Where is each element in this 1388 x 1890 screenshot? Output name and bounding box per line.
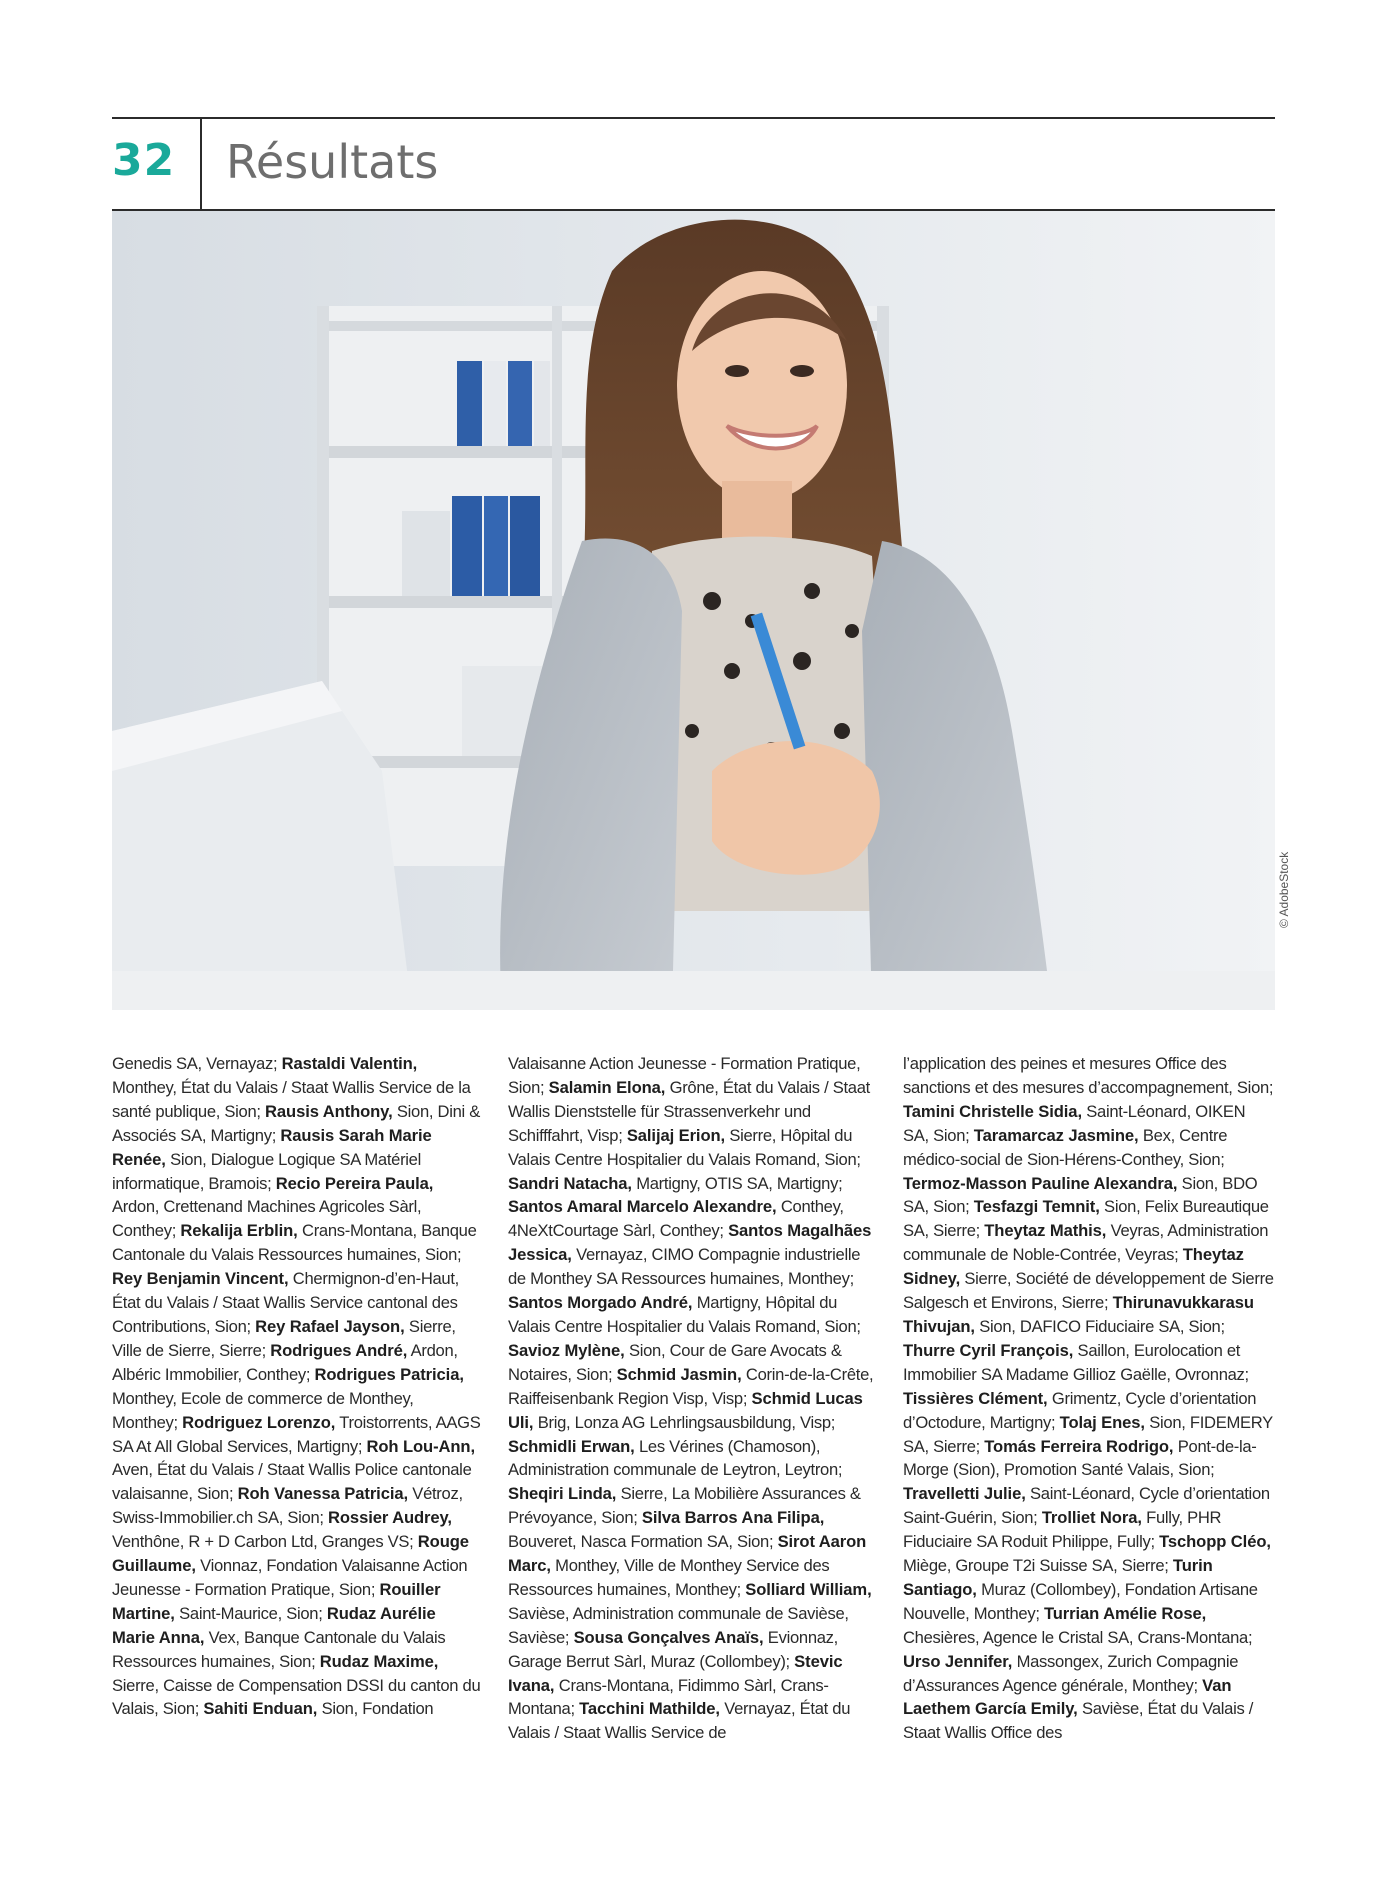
text-column-1	[112, 1052, 482, 1721]
person-name: Rekalija Erblin,	[180, 1221, 298, 1241]
entry-details: Savièse, Administration communale de Savièse, Savièse;	[508, 1603, 849, 1647]
text-column-3	[903, 1052, 1275, 1745]
person-name: Rey Rafael Jayson,	[255, 1316, 405, 1336]
person-name: Roh Lou-Ann,	[366, 1436, 475, 1456]
entry-details: Valaisanne Action Jeunesse - Formation Pratique, Sion;	[508, 1054, 861, 1097]
entry-details: Sierre, Société de développement de Sierre Salgesch et Environs, Sierre;	[903, 1269, 1274, 1313]
person-name: Salamin Elona,	[548, 1077, 666, 1097]
entry-details: Monthey, État du Valais / Staat Wallis Service de la santé publique, Sion;	[112, 1077, 471, 1121]
person-name: Rausis Sarah Marie Renée,	[112, 1125, 432, 1169]
entry-details: Grimentz, Cycle d’orientation d’Octodure, Martigny;	[903, 1388, 1257, 1432]
entry-details: Ardon, Crettenand Machines Agricoles Sàrl, Conthey;	[112, 1197, 422, 1241]
person-name: Rodrigues Patricia,	[314, 1364, 464, 1384]
entry-details: l’application des peines et mesures Office des sanctions et des mesures d’accompagnement, Sion;	[903, 1054, 1274, 1097]
entry-details: Saint-Léonard, Cycle d’orientation Saint-Guérin, Sion;	[903, 1484, 1270, 1528]
entry-details: Grône, État du Valais / Staat Wallis Dienststelle für Strassenverkehr und Schifffahrt, Visp;	[508, 1077, 870, 1145]
entry-details: Bouveret, Nasca Formation SA, Sion;	[508, 1532, 778, 1552]
person-name: Turrian Amélie Rose,	[1043, 1603, 1207, 1623]
entry-details: Vionnaz, Fondation Valaisanne Action Jeunesse - Formation Pratique, Sion;	[112, 1556, 468, 1599]
entry-details: Vétroz, Swiss-Immobilier.ch SA, Sion;	[112, 1484, 463, 1528]
entry-details: Monthey, Ville de Monthey Service des Ressources humaines, Monthey;	[508, 1556, 830, 1599]
entry-details: Venthône, R + D Carbon Ltd, Granges VS;	[112, 1532, 418, 1552]
entry-details: Sierre, Ville de Sierre, Sierre;	[112, 1316, 456, 1360]
entry-details: Bex, Centre médico-social de Sion-Hérens-Conthey, Sion;	[903, 1125, 1228, 1169]
entry-details: Fully, PHR Fiduciaire SA Roduit Philippe, Fully;	[903, 1508, 1222, 1552]
entry-details: Saillon, Eurolocation et Immobilier SA Madame Gillioz Gaëlle, Ovronnaz;	[903, 1340, 1249, 1384]
person-name: Recio Pereira Paula,	[275, 1173, 434, 1193]
entry-details: Veyras, Administration communale de Noble-Contrée, Veyras;	[903, 1221, 1269, 1265]
entry-details: Chesières, Agence le Cristal SA, Crans-Montana;	[903, 1627, 1253, 1647]
person-name: Sandri Natacha,	[508, 1173, 632, 1193]
entry-details: Brig, Lonza AG Lehrlingsausbildung, Visp;	[533, 1412, 836, 1432]
person-name: Rudaz Aurélie Marie Anna,	[112, 1603, 436, 1647]
person-name: Santos Amaral Marcelo Alexandre,	[508, 1197, 777, 1217]
person-name: Sousa Gonçalves Anaïs,	[573, 1627, 764, 1647]
person-name: Rey Benjamin Vincent,	[112, 1269, 289, 1289]
person-name: Theytaz Mathis,	[984, 1221, 1107, 1241]
photo	[112, 211, 1275, 1010]
photo-credit: © AdobeStock	[1277, 851, 1291, 928]
entry-details: Muraz (Collombey), Fondation Artisane Nouvelle, Monthey;	[903, 1579, 1258, 1623]
entry-details: Monthey, Ecole de commerce de Monthey, Monthey;	[112, 1388, 414, 1432]
entry-details: Saint-Maurice, Sion;	[174, 1603, 327, 1623]
entry-details: Sion, Dini & Associés SA, Martigny;	[112, 1101, 481, 1145]
entry-details: Savièse, État du Valais / Staat Wallis Office des	[903, 1699, 1254, 1743]
entry-details: Crans-Montana, Fidimmo Sàrl, Crans-Montana;	[508, 1675, 829, 1719]
person-name: Savioz Mylène,	[508, 1340, 625, 1360]
entry-details: Vex, Banque Cantonale du Valais Ressources humaines, Sion;	[112, 1627, 446, 1671]
person-name: Trolliet Nora,	[1041, 1508, 1142, 1528]
entry-details: Sion, Fondation	[317, 1699, 434, 1719]
person-name: Travelletti Julie,	[903, 1484, 1026, 1504]
person-name: Rouge Guillaume,	[112, 1532, 469, 1576]
person-name: Schmidli Erwan,	[508, 1436, 635, 1456]
person-name: Taramarcaz Jasmine,	[973, 1125, 1139, 1145]
person-name: Santos Morgado André,	[508, 1293, 693, 1313]
person-name: Theytaz Sidney,	[903, 1245, 1244, 1289]
person-name: Solliard William,	[745, 1579, 872, 1599]
entry-details: Martigny, OTIS SA, Martigny;	[631, 1173, 843, 1193]
person-name: Tschopp Cléo,	[1159, 1532, 1271, 1552]
entry-details: Sion, Cour de Gare Avocats & Notaires, Sion;	[508, 1340, 842, 1384]
entry-details: Sion, DAFICO Fiduciaire SA, Sion;	[974, 1316, 1225, 1336]
person-name: Santos Magalhães Jessica,	[508, 1221, 872, 1265]
person-name: Tomás Ferreira Rodrigo,	[984, 1436, 1174, 1456]
section-title: Résultats	[226, 135, 439, 189]
person-name: Thirunavukkarasu Thivujan,	[903, 1293, 1254, 1336]
person-name: Rausis Anthony,	[265, 1101, 393, 1121]
person-name: Rudaz Maxime,	[319, 1651, 439, 1671]
photo-illustration	[112, 211, 1275, 1010]
person-name: Tolaj Enes,	[1059, 1412, 1145, 1432]
text-column-2	[508, 1052, 878, 1745]
person-name: Schmid Lucas Uli,	[508, 1388, 863, 1432]
person-name: Tissières Clément,	[903, 1388, 1048, 1408]
person-name: Sheqiri Linda,	[508, 1484, 617, 1504]
person-name: Silva Barros Ana Filipa,	[641, 1508, 825, 1528]
entry-details: Martigny, Hôpital du Valais Centre Hospitalier du Valais Romand, Sion;	[508, 1293, 861, 1336]
entry-details: Saint-Léonard, OIKEN SA, Sion;	[903, 1101, 1246, 1145]
entry-details: Pont-de-la-Morge (Sion), Promotion Santé Valais, Sion;	[903, 1436, 1257, 1480]
person-name: Tesfazgi Temnit,	[973, 1197, 1100, 1217]
person-name: Schmid Jasmin,	[616, 1364, 742, 1384]
entry-details: Massongex, Zurich Compagnie d’Assurances Agence générale, Monthey;	[903, 1651, 1239, 1695]
entry-details: Sion, Dialogue Logique SA Matériel informatique, Bramois;	[112, 1149, 421, 1193]
entry-details: Les Vérines (Chamoson), Administration communale de Leytron, Leytron;	[508, 1436, 843, 1480]
entry-details: Sion, FIDEMERY SA, Sierre;	[903, 1412, 1273, 1456]
person-name: Rossier Audrey,	[328, 1508, 452, 1528]
entry-details: Ardon, Albéric Immobilier, Conthey;	[112, 1340, 458, 1384]
entry-details: Genedis SA, Vernayaz;	[112, 1054, 282, 1073]
entry-details: Sion, Felix Bureautique SA, Sierre;	[903, 1197, 1269, 1241]
person-name: Rodriguez Lorenzo,	[182, 1412, 336, 1432]
entry-details: Sierre, La Mobilière Assurances & Prévoyance, Sion;	[508, 1484, 861, 1528]
person-name: Sirot Aaron Marc,	[508, 1532, 867, 1576]
person-name: Roh Vanessa Patricia,	[237, 1484, 408, 1504]
person-name: Tamini Christelle Sidia,	[903, 1101, 1082, 1121]
entry-details: Conthey, 4NeXtCourtage Sàrl, Conthey;	[508, 1197, 844, 1241]
person-name: Stevic Ivana,	[508, 1651, 843, 1695]
entry-details: Sion, BDO SA, Sion;	[903, 1173, 1258, 1217]
person-name: Rastaldi Valentin,	[281, 1054, 418, 1073]
person-name: Tacchini Mathilde,	[579, 1699, 720, 1719]
person-name: Urso Jennifer,	[903, 1651, 1013, 1671]
page-number: 32	[112, 135, 176, 186]
entry-details: Aven, État du Valais / Staat Wallis Police cantonale valaisanne, Sion;	[112, 1460, 472, 1504]
header-divider	[200, 119, 202, 209]
entry-details: Vernayaz, État du Valais / Staat Wallis Service de	[508, 1699, 851, 1743]
person-name: Van Laethem García Emily,	[903, 1675, 1232, 1719]
entry-details: Evionnaz, Garage Berrut Sàrl, Muraz (Collombey);	[508, 1627, 838, 1671]
entry-details: Chermignon-d’en-Haut, État du Valais / Staat Wallis Service cantonal des Contributions, Sion;	[112, 1269, 459, 1336]
top-rule	[112, 117, 1275, 119]
entry-details: Miège, Groupe T2i Suisse SA, Sierre;	[903, 1556, 1173, 1576]
entry-details: Sierre, Caisse de Compensation DSSI du canton du Valais, Sion;	[112, 1675, 481, 1719]
person-name: Rouiller Martine,	[112, 1579, 441, 1623]
entry-details: Troistorrents, AAGS SA At All Global Services, Martigny;	[112, 1412, 481, 1456]
person-name: Termoz-Masson Pauline Alexandra,	[903, 1173, 1178, 1193]
person-name: Rodrigues André,	[270, 1340, 408, 1360]
entry-details: Sierre, Hôpital du Valais Centre Hospitalier du Valais Romand, Sion;	[508, 1125, 861, 1169]
person-name: Salijaj Erion,	[626, 1125, 726, 1145]
person-name: Turin Santiago,	[903, 1556, 1213, 1599]
person-name: Thurre Cyril François,	[903, 1340, 1074, 1360]
person-name: Sahiti Enduan,	[203, 1699, 318, 1719]
entry-details: Corin-de-la-Crête, Raiffeisenbank Region Visp, Visp;	[508, 1364, 874, 1408]
entry-details: Vernayaz, CIMO Compagnie industrielle de Monthey SA Ressources humaines, Monthey;	[508, 1245, 861, 1289]
entry-details: Crans-Montana, Banque Cantonale du Valais Ressources humaines, Sion;	[112, 1221, 477, 1265]
